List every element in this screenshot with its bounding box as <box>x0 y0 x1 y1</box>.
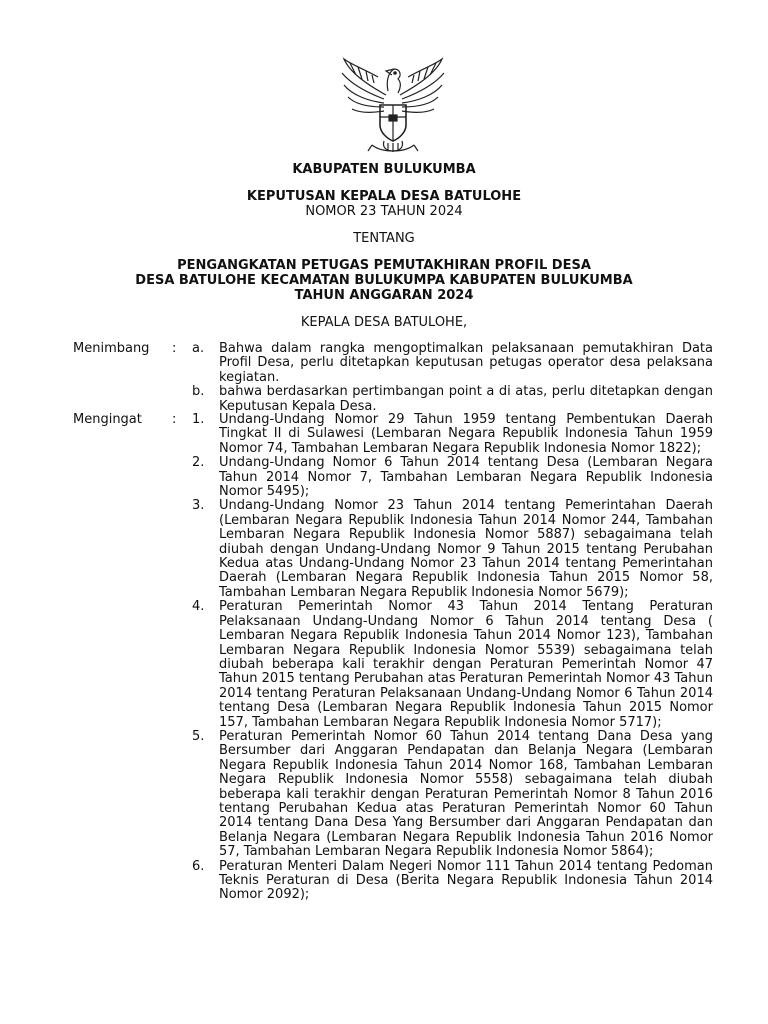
item-marker: 4. <box>192 599 205 615</box>
item-text: Peraturan Pemerintah Nomor 60 Tahun 2014 tentang Dana Desa yang Bersumber dari Anggaran Pendapatan dan Belanja Negara (Lembaran Negara Republik Indonesia Tahun 2014 Nomor 168, Tambahan Lembaran Negara Republik Indonesia Nomor 5558) sebagaimana telah diubah beberapa kali terakhir dengan Peraturan Pemerintah Nomor 8 Tahun 2016 tentang Perubahan Kedua atas Peraturan Pemerintah Nomor 60 Tahun 2014 tentang Dana Desa Yang Bersumber dari Anggaran Pendapatan dan Belanja Negara (Lembaran Negara Republik Indonesia Tahun 2016 Nomor 57, Tambahan Lembaran Negara Republik Indonesia Nomor 5864); <box>219 728 713 860</box>
list-item <box>0 456 768 499</box>
item-text: Undang-Undang Nomor 29 Tahun 1959 tentang Pembentukan Daerah Tingkat II di Sulawesi (Lembaran Negara Republik Indonesia Tahun 1959 Nomor 74, Tambahan Lembaran Negara Republik Indonesia Nomor 1822); <box>219 412 713 456</box>
regency-title: KABUPATEN BULUKUMBA <box>292 162 476 177</box>
subject-line-3: TAHUN ANGGARAN 2024 <box>294 288 474 303</box>
issuer-line: KEPALA DESA BATULOHE, <box>300 315 468 330</box>
mengingat-section <box>0 413 768 903</box>
subject-line-2: DESA BATULOHE KECAMATAN BULUKUMPA KABUPATEN BULUKUMBA <box>135 273 633 288</box>
item-marker: 3. <box>192 498 205 514</box>
decree-title: KEPUTUSAN KEPALA DESA BATULOHE <box>246 189 522 204</box>
item-marker: 6. <box>192 858 205 874</box>
decree-number: NOMOR 23 TAHUN 2024 <box>305 204 463 219</box>
list-item <box>0 860 768 903</box>
garuda-emblem-icon <box>338 55 448 155</box>
item-marker: b. <box>192 384 205 400</box>
menimbang-label: Menimbang <box>73 341 150 356</box>
list-item <box>0 413 768 456</box>
list-item <box>0 499 768 600</box>
menimbang-section <box>0 342 768 414</box>
list-item <box>0 600 768 730</box>
item-marker: 2. <box>192 455 205 471</box>
list-item <box>0 385 768 414</box>
menimbang-colon: : <box>172 341 177 356</box>
item-marker: 5. <box>192 728 205 744</box>
item-marker: 1. <box>192 412 205 427</box>
about-label: TENTANG <box>353 231 415 246</box>
item-text: Peraturan Pemerintah Nomor 43 Tahun 2014 Tentang Peraturan Pelaksanaan Undang-Undang Nomor 6 Tahun 2014 tentang Desa ( Lembaran Negara Republik Indonesia Tahun 2014 Nomor 123), Tambahan Lembaran Negara Republik Indonesia Nomor 5539) sebagaimana telah diubah beberapa kali terakhir dengan Peraturan Pemerintah Nomor 47 Tahun 2015 tentang Perubahan atas Peraturan Pemerintah Nomor 43 Tahun 2014 tentang Peraturan Pelaksanaan Undang-Undang Nomor 6 Tahun 2014 tentang Desa (Lembaran Negara Republik Indonesia Tahun 2015 Nomor 157, Tambahan Lembaran Negara Republik Indonesia Nomor 5717); <box>219 599 713 730</box>
item-text: Undang-Undang Nomor 6 Tahun 2014 tentang Desa (Lembaran Negara Tahun 2014 Nomor 7, Tambahan Lembaran Negara Republik Indonesia Nomor 5495); <box>219 455 713 500</box>
item-text: Peraturan Menteri Dalam Negeri Nomor 111 Tahun 2014 tentang Pedoman Teknis Peraturan di Desa (Berita Negara Republik Indonesia Tahun 2014 Nomor 2092); <box>219 858 713 903</box>
item-text: Undang-Undang Nomor 23 Tahun 2014 tentang Pemerintahan Daerah (Lembaran Negara Republik Indonesia Tahun 2014 Nomor 244, Tambahan Lembaran Negara Republik Indonesia Nomor 5887) sebagaimana telah diubah dengan Undang-Undang Nomor 9 Tahun 2015 tentang Perubahan Kedua atas Undang-Undang Nomor 23 Tahun 2014 tentang Pemerintahan Daerah (Lembaran Negara Republik Indonesia Tahun 2015 Nomor 58, Tambahan Lembaran Negara Republik Indonesia Nomor 5679); <box>219 498 713 600</box>
list-item <box>0 730 768 860</box>
mengingat-colon: : <box>172 412 177 427</box>
list-item <box>0 342 768 385</box>
subject-line-1: PENGANGKATAN PETUGAS PEMUTAKHIRAN PROFIL DESA <box>177 258 591 273</box>
item-text: bahwa berdasarkan pertimbangan point a di atas, perlu ditetapkan dengan Keputusan Kepala Desa. <box>219 384 713 414</box>
item-marker: a. <box>192 341 205 356</box>
item-text: Bahwa dalam rangka mengoptimalkan pelaksanaan pemutakhiran Data Profil Desa, perlu ditetapkan keputusan petugas operator desa pelaksana kegiatan. <box>219 341 713 385</box>
mengingat-label: Mengingat <box>73 412 142 427</box>
